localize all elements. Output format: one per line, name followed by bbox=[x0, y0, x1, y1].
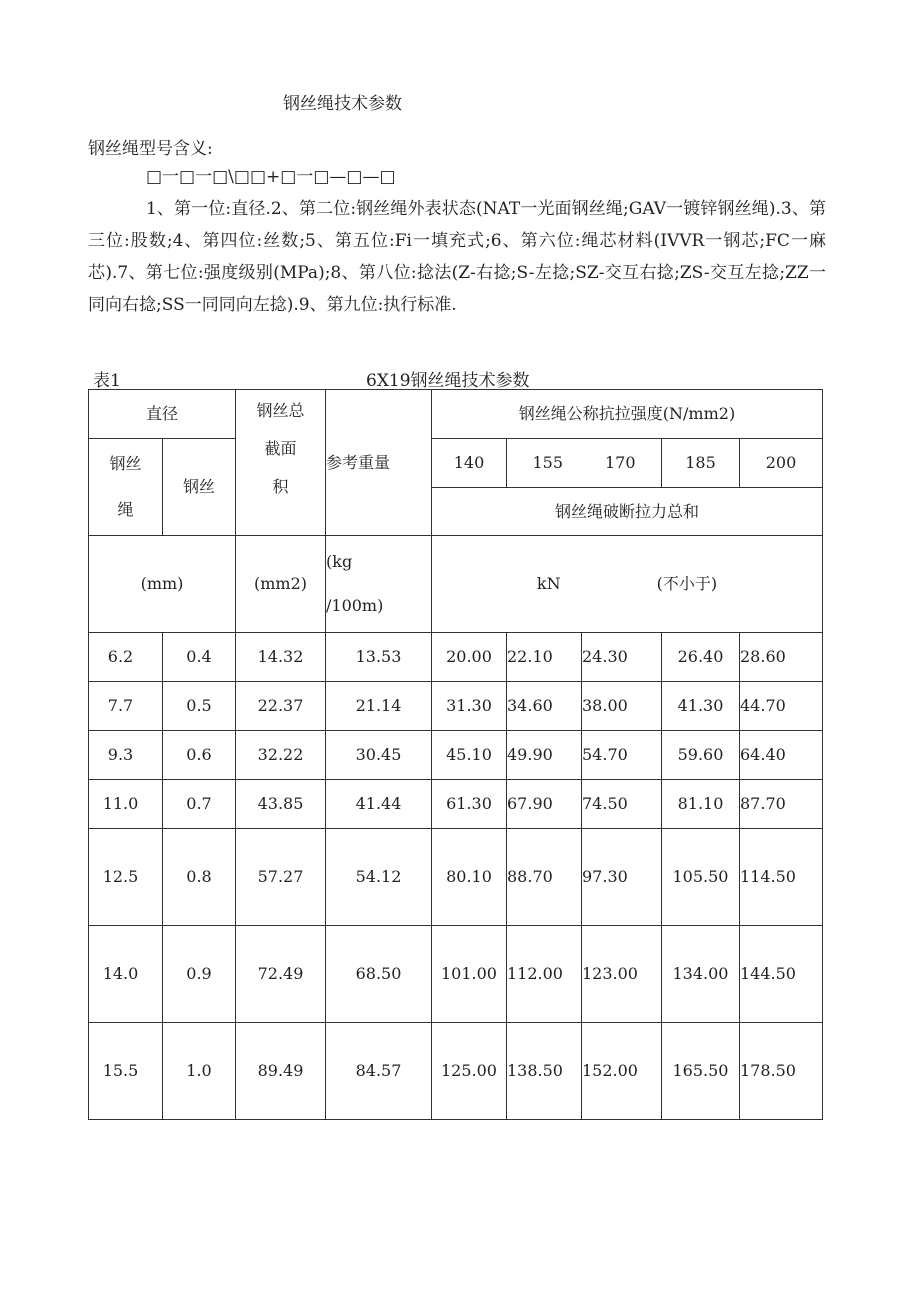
unit-kn-row bbox=[432, 536, 823, 633]
unit-kn: kN bbox=[536, 574, 561, 593]
cell-rope: 15.5 bbox=[89, 1023, 163, 1120]
cell-f140: 61.30 bbox=[432, 780, 507, 829]
table-title: 6X19钢丝绳技术参数 bbox=[366, 371, 530, 391]
unit-min: (不小于) bbox=[656, 574, 718, 593]
header-diameter: 直径 bbox=[89, 390, 236, 439]
cell-weight: 41.44 bbox=[326, 780, 432, 829]
cell-f140: 45.10 bbox=[432, 731, 507, 780]
grade-200: 200 bbox=[740, 439, 823, 488]
cell-rope: 7.7 bbox=[89, 682, 163, 731]
model-code-pattern: □一□一□\□□+□一□—□—□ bbox=[146, 167, 396, 187]
model-meaning-label: 钢丝绳型号含义: bbox=[88, 139, 213, 159]
cell-weight: 84.57 bbox=[326, 1023, 432, 1120]
cell-f185: 41.30 bbox=[662, 682, 740, 731]
cell-wire: 0.7 bbox=[163, 780, 236, 829]
unit-kg bbox=[326, 536, 432, 633]
cell-wire: 0.5 bbox=[163, 682, 236, 731]
cell-wire: 0.4 bbox=[163, 633, 236, 682]
cell-area: 72.49 bbox=[236, 926, 326, 1023]
grade-185: 185 bbox=[662, 439, 740, 488]
model-code-explanation: 1、第一位:直径.2、第二位:钢丝绳外表状态(NAT一光面钢丝绳;GAV一镀锌钢丝绳).3、第三位:股数;4、第四位:丝数;5、第五位:Fi一填充式;6、第六位:绳芯材料(IVVR一钢芯;FC一麻芯).7、第七位:强度级别(MPa);8、第八位:捻法(Z-右捻;S-左捻;SZ-交互右捻;ZS-交互左捻;ZZ一同向右捻;SS一同同向左捻).9、第九位:执行标准. bbox=[88, 199, 826, 315]
cell-f155: 34.60 bbox=[507, 682, 582, 731]
unit-kg-line2: /100m) bbox=[326, 596, 384, 615]
header-area-line1: 钢丝总 bbox=[256, 401, 305, 420]
cell-f185: 134.00 bbox=[662, 926, 740, 1023]
cell-f140: 101.00 bbox=[432, 926, 507, 1023]
cell-f185: 26.40 bbox=[662, 633, 740, 682]
cell-f185: 165.50 bbox=[662, 1023, 740, 1120]
cell-f200: 144.50 bbox=[740, 926, 823, 1023]
cell-f155: 49.90 bbox=[507, 731, 582, 780]
table-row bbox=[89, 633, 823, 682]
header-rope-line1: 钢丝 bbox=[109, 454, 142, 473]
cell-f140: 20.00 bbox=[432, 633, 507, 682]
table-row bbox=[89, 926, 823, 1023]
header-area-line3: 积 bbox=[272, 477, 289, 496]
cell-area: 32.22 bbox=[236, 731, 326, 780]
header-rope-line2: 绳 bbox=[117, 500, 134, 519]
table-row bbox=[89, 780, 823, 829]
cell-f155: 138.50 bbox=[507, 1023, 582, 1120]
cell-rope: 6.2 bbox=[89, 633, 163, 682]
header-wire: 钢丝 bbox=[163, 439, 236, 536]
cell-weight: 13.53 bbox=[326, 633, 432, 682]
cell-f170: 123.00 bbox=[582, 926, 662, 1023]
cell-f185: 81.10 bbox=[662, 780, 740, 829]
cell-rope: 11.0 bbox=[89, 780, 163, 829]
header-rope bbox=[89, 439, 163, 536]
cell-area: 43.85 bbox=[236, 780, 326, 829]
cell-f170: 24.30 bbox=[582, 633, 662, 682]
unit-kg-line1: (kg bbox=[326, 552, 353, 571]
cell-rope: 14.0 bbox=[89, 926, 163, 1023]
cell-area: 22.37 bbox=[236, 682, 326, 731]
cell-f200: 44.70 bbox=[740, 682, 823, 731]
header-area-line2: 截面 bbox=[264, 439, 297, 458]
cell-f200: 64.40 bbox=[740, 731, 823, 780]
document-title: 钢丝绳技术参数 bbox=[283, 94, 402, 114]
cell-f200: 28.60 bbox=[740, 633, 823, 682]
cell-f140: 125.00 bbox=[432, 1023, 507, 1120]
grade-140: 140 bbox=[432, 439, 507, 488]
unit-mm: (mm) bbox=[89, 536, 236, 633]
cell-f200: 87.70 bbox=[740, 780, 823, 829]
grade-170: 170 bbox=[605, 453, 636, 472]
cell-f170: 97.30 bbox=[582, 829, 662, 926]
cell-wire: 0.6 bbox=[163, 731, 236, 780]
cell-f200: 178.50 bbox=[740, 1023, 823, 1120]
cell-f200: 114.50 bbox=[740, 829, 823, 926]
cell-rope: 12.5 bbox=[89, 829, 163, 926]
header-total-area bbox=[236, 390, 326, 536]
table-row bbox=[89, 1023, 823, 1120]
cell-area: 89.49 bbox=[236, 1023, 326, 1120]
cell-wire: 1.0 bbox=[163, 1023, 236, 1120]
cell-area: 14.32 bbox=[236, 633, 326, 682]
header-weight: 参考重量 bbox=[326, 390, 432, 536]
header-breaking-force: 钢丝绳破断拉力总和 bbox=[432, 488, 823, 536]
table-row bbox=[89, 731, 823, 780]
grade-155-170 bbox=[507, 439, 662, 488]
cell-f185: 105.50 bbox=[662, 829, 740, 926]
cell-f140: 80.10 bbox=[432, 829, 507, 926]
table-number: 表1 bbox=[93, 371, 121, 391]
cell-f155: 67.90 bbox=[507, 780, 582, 829]
cell-f155: 22.10 bbox=[507, 633, 582, 682]
table-row bbox=[89, 829, 823, 926]
cell-weight: 30.45 bbox=[326, 731, 432, 780]
cell-f140: 31.30 bbox=[432, 682, 507, 731]
cell-wire: 0.8 bbox=[163, 829, 236, 926]
cell-f170: 152.00 bbox=[582, 1023, 662, 1120]
cell-f185: 59.60 bbox=[662, 731, 740, 780]
cell-weight: 21.14 bbox=[326, 682, 432, 731]
cell-f170: 38.00 bbox=[582, 682, 662, 731]
cell-f155: 112.00 bbox=[507, 926, 582, 1023]
cell-f155: 88.70 bbox=[507, 829, 582, 926]
cell-area: 57.27 bbox=[236, 829, 326, 926]
grade-155: 155 bbox=[532, 453, 563, 472]
cell-f170: 54.70 bbox=[582, 731, 662, 780]
table-row bbox=[89, 682, 823, 731]
cell-weight: 54.12 bbox=[326, 829, 432, 926]
header-strength: 钢丝绳公称抗拉强度(N/mm2) bbox=[432, 390, 823, 439]
cell-wire: 0.9 bbox=[163, 926, 236, 1023]
unit-mm2: (mm2) bbox=[236, 536, 326, 633]
wire-rope-spec-table bbox=[88, 389, 823, 1120]
cell-rope: 9.3 bbox=[89, 731, 163, 780]
cell-f170: 74.50 bbox=[582, 780, 662, 829]
cell-weight: 68.50 bbox=[326, 926, 432, 1023]
